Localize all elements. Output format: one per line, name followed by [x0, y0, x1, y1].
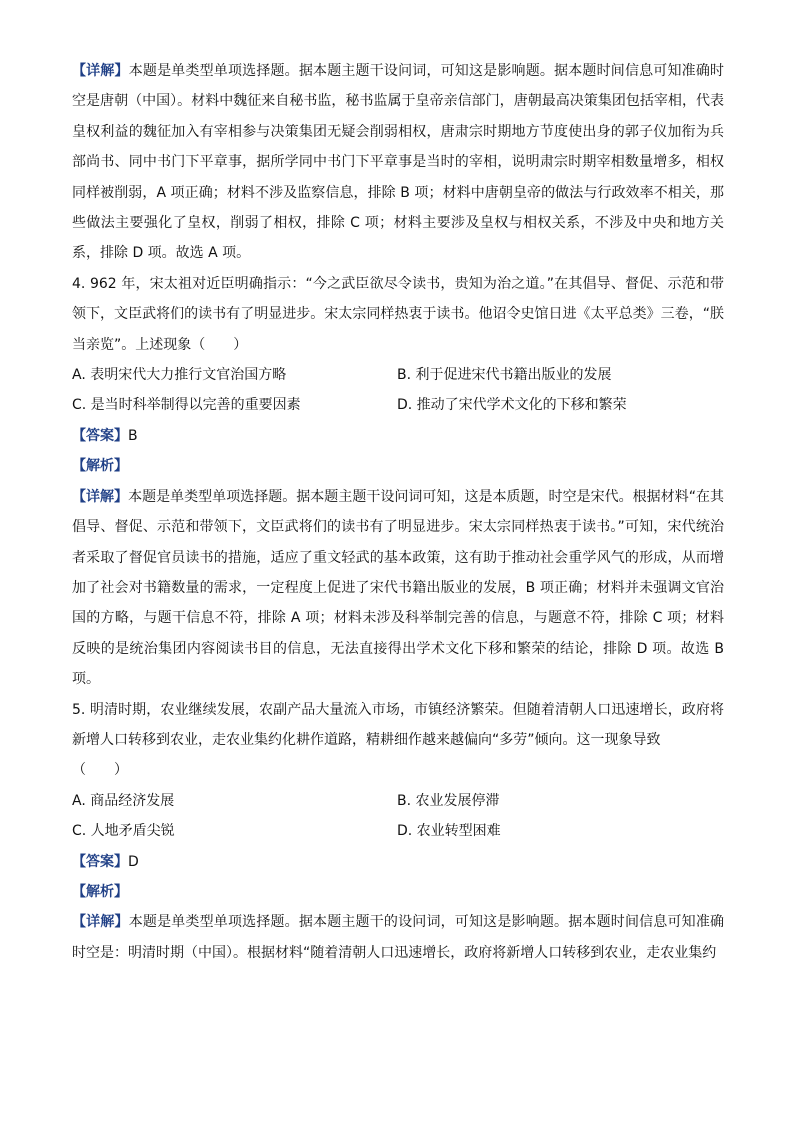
q5-detail-label: 【详解】 — [72, 914, 129, 931]
q5-options-row-2 — [72, 816, 724, 846]
q4-answer-value: B — [128, 427, 138, 444]
q5-detail-paragraph — [72, 907, 724, 968]
q3-detail-paragraph — [72, 56, 724, 269]
q5-stem-blank: （ ） — [72, 762, 128, 779]
q5-option-d: D. 农业转型困难 — [397, 823, 501, 840]
q5-options-row-1 — [72, 786, 724, 816]
q3-detail-text: 本题是单类型单项选择题。据本题主题干设问词，可知这是影响题。据本题时间信息可知准确时空是唐朝（中国）。材料中魏征来自秘书监，秘书监属于皇帝亲信部门，唐朝最高决策集团包括宰相，代表皇权利益的魏征加入有宰相参与决策集团无疑会削弱相权，唐肃宗时期地方节度使出身的郭子仪加衔为兵部尚书、同中书门下平章事，据所学同中书门下平章事是当时的宰相，说明肃宗时期宰相数量增多，相权同样被削弱，A 项正确；材料不涉及监察信息，排除 B 项；材料中唐朝皇帝的做法与行政效率不相关，那些做法主要强化了皇权，削弱了相权，排除 C 项；材料主要涉及皇权与相权关系，不涉及中央和地方关系，排除 D 项。故选 A 项。 — [72, 63, 725, 262]
q5-detail-text: 本题是单类型单项选择题。据本题主题干的设问词，可知这是影响题。据本题时间信息可知准确时空是：明清时期（中国）。根据材料“随着清朝人口迅速增长，政府将新增人口转移到农业，走农业集约 — [72, 914, 725, 961]
q4-stem: 4. 962 年，宋太祖对近臣明确指示：“今之武臣欲尽令读书，贵知为治之道。”在其倡导、督促、示范和带领下，文臣武将们的读书有了明显进步。宋太宗同样热衷于读书。他诏令史馆日进《太平总类》三卷，“朕当亲览”。上述现象（ ） — [72, 275, 724, 353]
q4-analysis-line — [72, 451, 724, 481]
q4-answer-line — [72, 421, 724, 451]
q5-stem: 5. 明清时期，农业继续发展，农副产品大量流入市场，市镇经济繁荣。但随着清朝人口迅速增长，政府将新增人口转移到农业，走农业集约化耕作道路，精耕细作越来越偏向“多劳”倾向。这一现象导致 — [72, 701, 724, 748]
q5-option-c: C. 人地矛盾尖锐 — [72, 823, 175, 840]
q4-options-row-2 — [72, 390, 724, 420]
q5-answer-label: 【答案】 — [72, 853, 128, 870]
q3-detail-label: 【详解】 — [72, 63, 129, 79]
document-page — [72, 56, 724, 968]
q4-detail-text: 本题是单类型单项选择题。据本题主题干设问词可知，这是本质题，时空是宋代。根据材料“在其倡导、督促、示范和带领下，文臣武将们的读书有了明显进步。宋太宗同样热衷于读书。”可知，宋代统治者采取了督促官员读书的措施，适应了重文轻武的基本政策，这有助于推动社会重学风气的形成，从而增加了社会对书籍数量的需求，一定程度上促进了宋代书籍出版业的发展，B 项正确；材料并未强调文官治国的方略，与题干信息不符，排除 A 项；材料未涉及科举制完善的信息，与题意不符，排除 C 项；材料反映的是统治集团内容阅读书目的信息，无法直接得出学术文化下移和繁荣的结论，排除 D 项。故选 B 项。 — [72, 488, 724, 688]
q4-option-a: A. 表明宋代大力推行文官治国方略 — [72, 367, 287, 384]
q4-detail-paragraph — [72, 482, 724, 695]
q5-option-b: B. 农业发展停滞 — [397, 792, 500, 809]
q4-option-c: C. 是当时科举制得以完善的重要因素 — [72, 397, 301, 414]
q4-options-row-1 — [72, 360, 724, 390]
q4-option-d: D. 推动了宋代学术文化的下移和繁荣 — [397, 397, 627, 414]
q5-answer-value: D — [128, 853, 139, 870]
q5-answer-line — [72, 847, 724, 877]
q4-detail-label: 【详解】 — [72, 488, 129, 505]
q5-analysis-label: 【解析】 — [72, 883, 128, 900]
q4-option-b: B. 利于促进宋代书籍出版业的发展 — [397, 367, 612, 384]
q4-analysis-label: 【解析】 — [72, 458, 128, 475]
q5-option-a: A. 商品经济发展 — [72, 792, 175, 809]
q4-answer-label: 【答案】 — [72, 427, 128, 444]
q5-analysis-line — [72, 877, 724, 907]
